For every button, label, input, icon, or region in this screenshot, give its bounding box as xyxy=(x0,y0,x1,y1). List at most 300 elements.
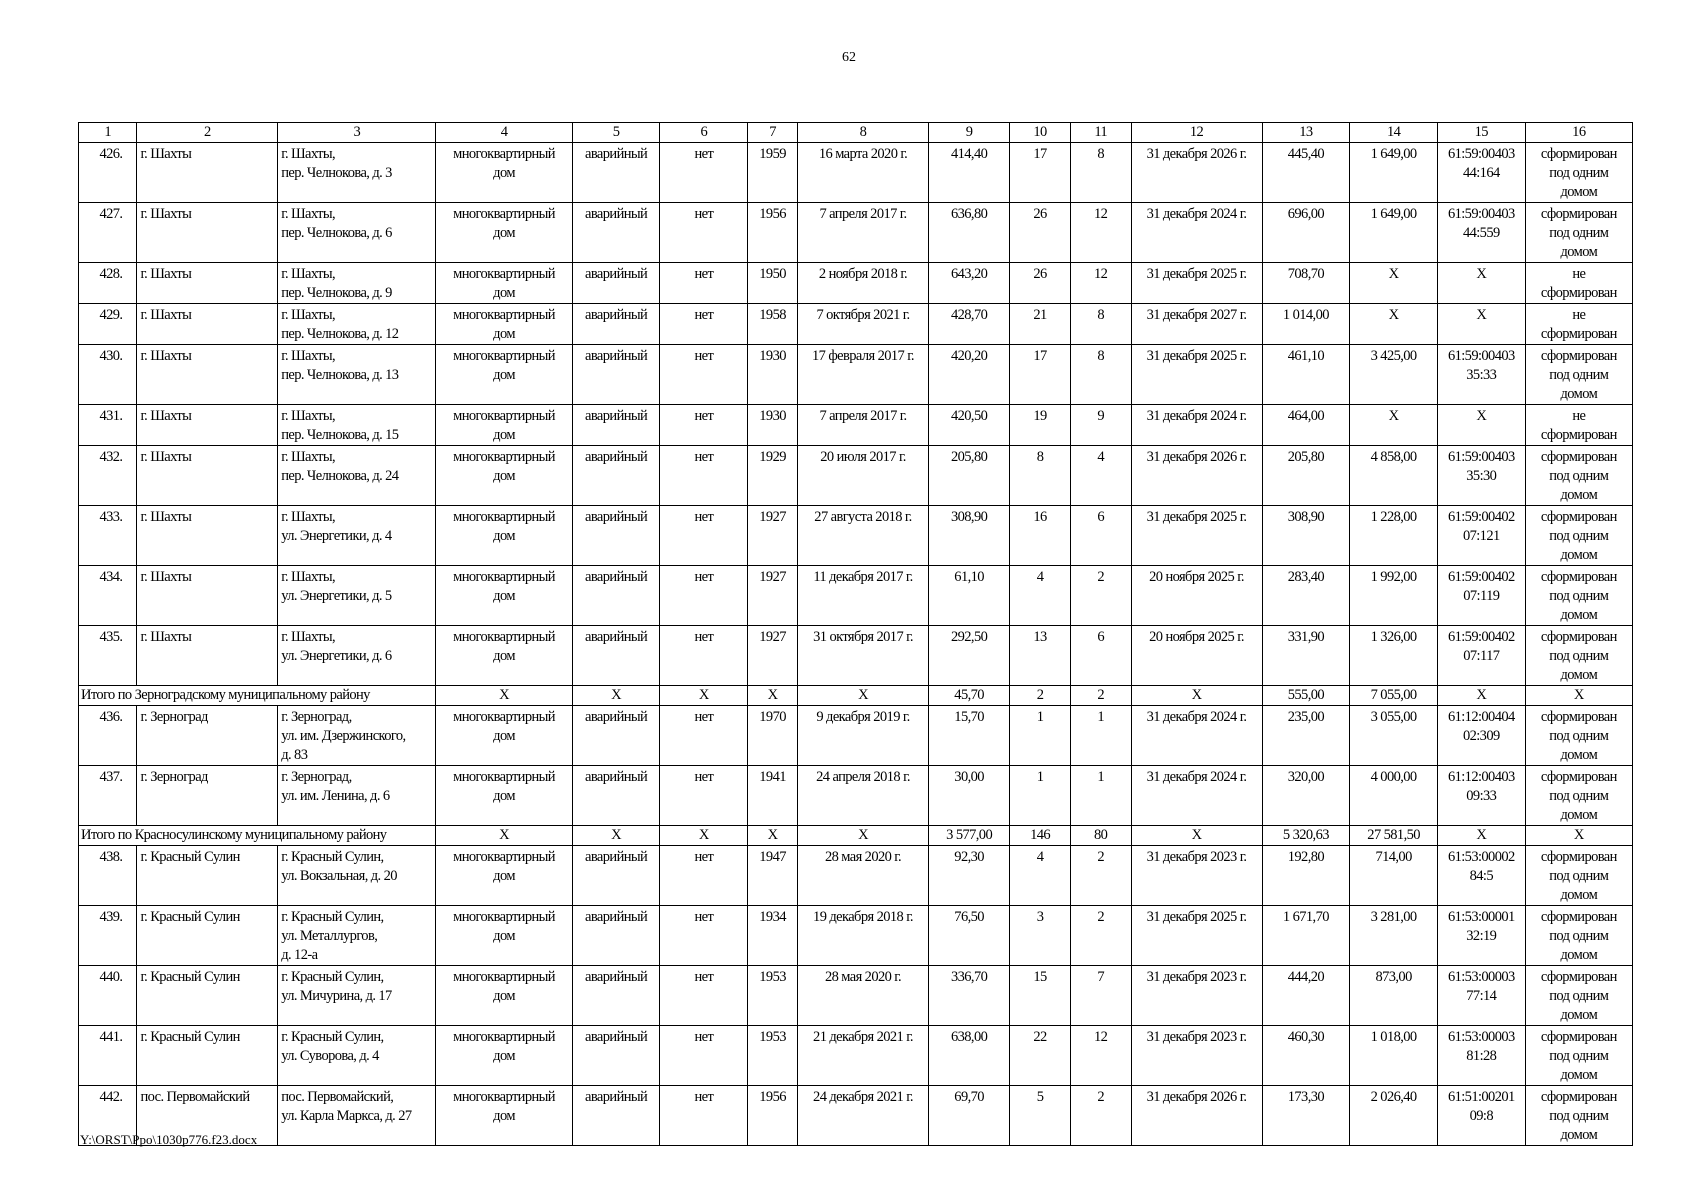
table-cell: 31 декабря 2024 г. xyxy=(1131,766,1262,826)
table-cell: 308,90 xyxy=(1262,506,1350,566)
table-cell: 1 228,00 xyxy=(1350,506,1438,566)
table-cell: сформирован под одним домом xyxy=(1525,706,1632,766)
table-cell: многоквартирный дом xyxy=(436,203,572,263)
table-cell: 1950 xyxy=(748,263,798,304)
table-cell: 1956 xyxy=(748,1086,798,1146)
table-cell: 17 xyxy=(1010,345,1071,405)
table-cell: 4 858,00 xyxy=(1350,446,1438,506)
table-cell: 636,80 xyxy=(929,203,1010,263)
column-number: 15 xyxy=(1437,123,1525,143)
table-cell: многоквартирный дом xyxy=(436,906,572,966)
table-cell: г. Шахты, пер. Челнокова, д. 3 xyxy=(278,143,436,203)
page-number: 62 xyxy=(842,50,856,65)
column-number: 12 xyxy=(1131,123,1262,143)
table-cell: 61:59:00402 07:119 xyxy=(1437,566,1525,626)
table-cell: 173,30 xyxy=(1262,1086,1350,1146)
table-cell: 61,10 xyxy=(929,566,1010,626)
table-cell: 7 апреля 2017 г. xyxy=(797,203,928,263)
table-cell: 432. xyxy=(79,446,137,506)
table-cell: г. Красный Сулин, ул. Мичурина, д. 17 xyxy=(278,966,436,1026)
table-cell: аварийный xyxy=(572,203,660,263)
table-cell: г. Красный Сулин, ул. Металлургов, д. 12-а xyxy=(278,906,436,966)
table-cell: 31 декабря 2025 г. xyxy=(1131,506,1262,566)
table-cell: 420,50 xyxy=(929,405,1010,446)
subtotal-cell: Х xyxy=(797,826,928,846)
header-row xyxy=(79,123,1633,143)
table-cell: аварийный xyxy=(572,846,660,906)
table-row xyxy=(79,1086,1633,1146)
table-cell: 31 декабря 2023 г. xyxy=(1131,966,1262,1026)
subtotal-cell: Х xyxy=(1131,826,1262,846)
table-cell: аварийный xyxy=(572,506,660,566)
subtotal-cell: Х xyxy=(660,686,748,706)
table-cell: г. Шахты, пер. Челнокова, д. 6 xyxy=(278,203,436,263)
subtotal-cell: Х xyxy=(1437,686,1525,706)
table-cell: 69,70 xyxy=(929,1086,1010,1146)
table-cell: 1 xyxy=(1070,706,1131,766)
subtotal-cell: 7 055,00 xyxy=(1350,686,1438,706)
table-row xyxy=(79,143,1633,203)
subtotal-label: Итого по Зерноградскому муниципальному району xyxy=(79,686,436,706)
table-cell: 1 992,00 xyxy=(1350,566,1438,626)
column-number: 4 xyxy=(436,123,572,143)
table-cell: нет xyxy=(660,966,748,1026)
table-body xyxy=(79,123,1633,1146)
table-cell: 441. xyxy=(79,1026,137,1086)
table-cell: нет xyxy=(660,263,748,304)
table-row xyxy=(79,345,1633,405)
table-cell: сформирован под одним домом xyxy=(1525,506,1632,566)
table-cell: сформирован под одним домом xyxy=(1525,766,1632,826)
table-cell: 11 декабря 2017 г. xyxy=(797,566,928,626)
table-cell: многоквартирный дом xyxy=(436,143,572,203)
table-cell: 1958 xyxy=(748,304,798,345)
table-cell: г. Шахты, пер. Челнокова, д. 9 xyxy=(278,263,436,304)
table-row xyxy=(79,566,1633,626)
table-cell: нет xyxy=(660,1086,748,1146)
table-cell: 426. xyxy=(79,143,137,203)
table-cell: нет xyxy=(660,1026,748,1086)
table-cell: 1 014,00 xyxy=(1262,304,1350,345)
table-cell: многоквартирный дом xyxy=(436,626,572,686)
column-number: 5 xyxy=(572,123,660,143)
table-cell: 31 декабря 2026 г. xyxy=(1131,1086,1262,1146)
table-cell: 61:59:00403 35:30 xyxy=(1437,446,1525,506)
table-cell: аварийный xyxy=(572,1026,660,1086)
table-cell: 429. xyxy=(79,304,137,345)
table-cell: 205,80 xyxy=(929,446,1010,506)
table-cell: аварийный xyxy=(572,766,660,826)
table-cell: 21 xyxy=(1010,304,1071,345)
table-cell: г. Шахты xyxy=(137,143,278,203)
table-cell: 20 ноября 2025 г. xyxy=(1131,626,1262,686)
column-number: 2 xyxy=(137,123,278,143)
table-cell: 1929 xyxy=(748,446,798,506)
table-cell: г. Шахты xyxy=(137,203,278,263)
table-cell: многоквартирный дом xyxy=(436,263,572,304)
table-cell: 430. xyxy=(79,345,137,405)
subtotal-cell: 45,70 xyxy=(929,686,1010,706)
table-cell: 61:12:00404 02:309 xyxy=(1437,706,1525,766)
subtotal-cell: 27 581,50 xyxy=(1350,826,1438,846)
table-cell: 1947 xyxy=(748,846,798,906)
table-cell: г. Красный Сулин xyxy=(137,966,278,1026)
file-path-footer: Y:\ORST\Ppo\1030p776.f23.docx xyxy=(80,1132,258,1147)
table-cell: 1934 xyxy=(748,906,798,966)
table-cell: 4 xyxy=(1070,446,1131,506)
table-cell: 31 декабря 2025 г. xyxy=(1131,906,1262,966)
table-cell: 22 xyxy=(1010,1026,1071,1086)
table-cell: г. Зерноград, ул. им. Дзержинского, д. 83 xyxy=(278,706,436,766)
table-cell: Х xyxy=(1437,304,1525,345)
table-cell: 1 018,00 xyxy=(1350,1026,1438,1086)
subtotal-cell: Х xyxy=(1437,826,1525,846)
table-cell: 714,00 xyxy=(1350,846,1438,906)
table-cell: 19 декабря 2018 г. xyxy=(797,906,928,966)
table-cell: г. Красный Сулин, ул. Вокзальная, д. 20 xyxy=(278,846,436,906)
table-cell: пос. Первомайский xyxy=(137,1086,278,1146)
table-cell: г. Красный Сулин xyxy=(137,1026,278,1086)
table-cell: нет xyxy=(660,304,748,345)
table-cell: 7 апреля 2017 г. xyxy=(797,405,928,446)
column-number: 1 xyxy=(79,123,137,143)
table-cell: 61:51:00201 09:8 xyxy=(1437,1086,1525,1146)
table-cell: 2 ноября 2018 г. xyxy=(797,263,928,304)
table-cell: г. Шахты, пер. Челнокова, д. 15 xyxy=(278,405,436,446)
table-cell: 873,00 xyxy=(1350,966,1438,1026)
table-row xyxy=(79,506,1633,566)
table-cell: 2 026,40 xyxy=(1350,1086,1438,1146)
table-cell: 31 декабря 2024 г. xyxy=(1131,706,1262,766)
table-cell: многоквартирный дом xyxy=(436,446,572,506)
table-cell: 31 декабря 2026 г. xyxy=(1131,446,1262,506)
subtotal-cell: Х xyxy=(660,826,748,846)
table-cell: г. Красный Сулин xyxy=(137,906,278,966)
table-cell: нет xyxy=(660,626,748,686)
table-cell: 26 xyxy=(1010,263,1071,304)
table-cell: 440. xyxy=(79,966,137,1026)
table-cell: 8 xyxy=(1070,345,1131,405)
table-cell: 1959 xyxy=(748,143,798,203)
table-cell: 1927 xyxy=(748,566,798,626)
table-cell: многоквартирный дом xyxy=(436,566,572,626)
table-cell: г. Шахты, ул. Энергетики, д. 6 xyxy=(278,626,436,686)
subtotal-cell: 80 xyxy=(1070,826,1131,846)
table-cell: 445,40 xyxy=(1262,143,1350,203)
column-number: 9 xyxy=(929,123,1010,143)
table-cell: г. Шахты xyxy=(137,304,278,345)
housing-table xyxy=(78,122,1633,1146)
table-cell: 638,00 xyxy=(929,1026,1010,1086)
table-cell: многоквартирный дом xyxy=(436,846,572,906)
table-cell: 16 xyxy=(1010,506,1071,566)
table-cell: 708,70 xyxy=(1262,263,1350,304)
table-cell: Х xyxy=(1437,405,1525,446)
table-cell: 27 августа 2018 г. xyxy=(797,506,928,566)
table-row xyxy=(79,766,1633,826)
subtotal-cell: Х xyxy=(1525,686,1632,706)
table-cell: 1 671,70 xyxy=(1262,906,1350,966)
table-cell: 1 326,00 xyxy=(1350,626,1438,686)
table-cell: г. Шахты xyxy=(137,626,278,686)
table-cell: сформирован под одним домом xyxy=(1525,1026,1632,1086)
table-cell: 8 xyxy=(1070,143,1131,203)
table-cell: аварийный xyxy=(572,966,660,1026)
table-cell: аварийный xyxy=(572,626,660,686)
table-cell: 1 xyxy=(1010,706,1071,766)
table-row xyxy=(79,405,1633,446)
table-cell: 2 xyxy=(1070,846,1131,906)
table-cell: аварийный xyxy=(572,906,660,966)
table-cell: 643,20 xyxy=(929,263,1010,304)
table-cell: сформирован под одним домом xyxy=(1525,846,1632,906)
table-cell: аварийный xyxy=(572,143,660,203)
table-cell: многоквартирный дом xyxy=(436,1026,572,1086)
table-cell: 292,50 xyxy=(929,626,1010,686)
table-cell: 61:59:00403 44:164 xyxy=(1437,143,1525,203)
table-cell: г. Зерноград xyxy=(137,706,278,766)
table-cell: 17 xyxy=(1010,143,1071,203)
table-cell: Х xyxy=(1350,405,1438,446)
table-cell: 61:59:00402 07:121 xyxy=(1437,506,1525,566)
table-cell: нет xyxy=(660,846,748,906)
table-row xyxy=(79,906,1633,966)
table-cell: не сформирован xyxy=(1525,263,1632,304)
table-cell: 437. xyxy=(79,766,137,826)
table-cell: 21 декабря 2021 г. xyxy=(797,1026,928,1086)
table-cell: 61:59:00402 07:117 xyxy=(1437,626,1525,686)
table-cell: нет xyxy=(660,446,748,506)
column-number: 14 xyxy=(1350,123,1438,143)
table-cell: 7 октября 2021 г. xyxy=(797,304,928,345)
table-cell: 434. xyxy=(79,566,137,626)
table-cell: г. Шахты, ул. Энергетики, д. 5 xyxy=(278,566,436,626)
table-cell: аварийный xyxy=(572,405,660,446)
table-row xyxy=(79,263,1633,304)
table-cell: 192,80 xyxy=(1262,846,1350,906)
table-cell: не сформирован xyxy=(1525,304,1632,345)
table-cell: нет xyxy=(660,143,748,203)
table-cell: г. Шахты, пер. Челнокова, д. 24 xyxy=(278,446,436,506)
table-row xyxy=(79,203,1633,263)
column-number: 3 xyxy=(278,123,436,143)
table-cell: 2 xyxy=(1070,1086,1131,1146)
table-cell: сформирован под одним домом xyxy=(1525,446,1632,506)
table-cell: 15,70 xyxy=(929,706,1010,766)
subtotal-cell: Х xyxy=(748,826,798,846)
table-cell: 1927 xyxy=(748,626,798,686)
table-cell: 420,20 xyxy=(929,345,1010,405)
table-cell: нет xyxy=(660,203,748,263)
table-cell: 1 xyxy=(1010,766,1071,826)
table-cell: 283,40 xyxy=(1262,566,1350,626)
table-cell: Х xyxy=(1350,263,1438,304)
table-container xyxy=(78,122,1633,1146)
table-cell: сформирован под одним домом xyxy=(1525,143,1632,203)
table-cell: 12 xyxy=(1070,1026,1131,1086)
table-cell: 1970 xyxy=(748,706,798,766)
table-cell: 61:53:00003 81:28 xyxy=(1437,1026,1525,1086)
subtotal-cell: Х xyxy=(797,686,928,706)
table-cell: 31 октября 2017 г. xyxy=(797,626,928,686)
table-cell: 4 xyxy=(1010,566,1071,626)
column-number: 6 xyxy=(660,123,748,143)
table-row xyxy=(79,446,1633,506)
table-cell: сформирован под одним домом xyxy=(1525,906,1632,966)
table-cell: нет xyxy=(660,706,748,766)
table-cell: 3 055,00 xyxy=(1350,706,1438,766)
table-cell: 3 281,00 xyxy=(1350,906,1438,966)
subtotal-cell: Х xyxy=(1525,826,1632,846)
table-cell: 336,70 xyxy=(929,966,1010,1026)
table-cell: Х xyxy=(1437,263,1525,304)
table-cell: г. Шахты xyxy=(137,345,278,405)
table-cell: г. Шахты xyxy=(137,405,278,446)
table-cell: сформирован под одним домом xyxy=(1525,566,1632,626)
subtotal-cell: 3 577,00 xyxy=(929,826,1010,846)
column-number: 7 xyxy=(748,123,798,143)
table-cell: г. Красный Сулин xyxy=(137,846,278,906)
table-cell: сформирован под одним домом xyxy=(1525,1086,1632,1146)
table-cell: 308,90 xyxy=(929,506,1010,566)
table-cell: г. Зерноград, ул. им. Ленина, д. 6 xyxy=(278,766,436,826)
subtotal-cell: 555,00 xyxy=(1262,686,1350,706)
table-cell: нет xyxy=(660,906,748,966)
column-number: 10 xyxy=(1010,123,1071,143)
table-cell: не сформирован xyxy=(1525,405,1632,446)
table-cell: 9 декабря 2019 г. xyxy=(797,706,928,766)
table-cell: 5 xyxy=(1010,1086,1071,1146)
table-row xyxy=(79,304,1633,345)
table-cell: пос. Первомайский, ул. Карла Маркса, д. 27 xyxy=(278,1086,436,1146)
table-cell: 1 xyxy=(1070,766,1131,826)
subtotal-cell: 5 320,63 xyxy=(1262,826,1350,846)
table-cell: многоквартирный дом xyxy=(436,345,572,405)
table-cell: г. Шахты xyxy=(137,263,278,304)
table-cell: многоквартирный дом xyxy=(436,506,572,566)
table-cell: 7 xyxy=(1070,966,1131,1026)
table-cell: 235,00 xyxy=(1262,706,1350,766)
table-cell: многоквартирный дом xyxy=(436,706,572,766)
table-cell: 427. xyxy=(79,203,137,263)
table-cell: 435. xyxy=(79,626,137,686)
table-cell: 444,20 xyxy=(1262,966,1350,1026)
table-cell: г. Шахты, пер. Челнокова, д. 12 xyxy=(278,304,436,345)
table-cell: 31 декабря 2024 г. xyxy=(1131,203,1262,263)
subtotal-cell: Х xyxy=(436,826,572,846)
table-cell: 428. xyxy=(79,263,137,304)
table-cell: 17 февраля 2017 г. xyxy=(797,345,928,405)
subtotal-cell: 2 xyxy=(1070,686,1131,706)
table-row xyxy=(79,1026,1633,1086)
table-cell: 1927 xyxy=(748,506,798,566)
column-number: 11 xyxy=(1070,123,1131,143)
subtotal-cell: Х xyxy=(572,826,660,846)
table-cell: аварийный xyxy=(572,446,660,506)
table-cell: многоквартирный дом xyxy=(436,966,572,1026)
table-cell: г. Шахты xyxy=(137,506,278,566)
column-number: 8 xyxy=(797,123,928,143)
table-cell: 331,90 xyxy=(1262,626,1350,686)
table-cell: 1 649,00 xyxy=(1350,203,1438,263)
table-row xyxy=(79,846,1633,906)
table-row xyxy=(79,626,1633,686)
table-cell: 31 декабря 2026 г. xyxy=(1131,143,1262,203)
table-cell: 92,30 xyxy=(929,846,1010,906)
table-cell: 428,70 xyxy=(929,304,1010,345)
table-cell: Х xyxy=(1350,304,1438,345)
table-cell: 61:53:00002 84:5 xyxy=(1437,846,1525,906)
column-number: 13 xyxy=(1262,123,1350,143)
table-cell: 20 июля 2017 г. xyxy=(797,446,928,506)
table-cell: 1 649,00 xyxy=(1350,143,1438,203)
table-cell: 460,30 xyxy=(1262,1026,1350,1086)
table-cell: 31 декабря 2027 г. xyxy=(1131,304,1262,345)
table-cell: многоквартирный дом xyxy=(436,405,572,446)
table-cell: 28 мая 2020 г. xyxy=(797,846,928,906)
table-cell: 76,50 xyxy=(929,906,1010,966)
table-cell: 24 апреля 2018 г. xyxy=(797,766,928,826)
table-cell: 6 xyxy=(1070,506,1131,566)
table-cell: 61:59:00403 44:559 xyxy=(1437,203,1525,263)
table-cell: 433. xyxy=(79,506,137,566)
table-cell: нет xyxy=(660,345,748,405)
subtotal-label: Итого по Красносулинскому муниципальному району xyxy=(79,826,436,846)
subtotal-row xyxy=(79,826,1633,846)
subtotal-cell: Х xyxy=(748,686,798,706)
table-cell: 31 декабря 2025 г. xyxy=(1131,345,1262,405)
table-cell: многоквартирный дом xyxy=(436,304,572,345)
table-cell: 431. xyxy=(79,405,137,446)
table-cell: г. Красный Сулин, ул. Суворова, д. 4 xyxy=(278,1026,436,1086)
table-cell: 3 425,00 xyxy=(1350,345,1438,405)
table-cell: аварийный xyxy=(572,263,660,304)
subtotal-row xyxy=(79,686,1633,706)
table-cell: 31 декабря 2023 г. xyxy=(1131,1026,1262,1086)
table-cell: 16 марта 2020 г. xyxy=(797,143,928,203)
table-cell: аварийный xyxy=(572,1086,660,1146)
table-cell: 436. xyxy=(79,706,137,766)
table-cell: 1941 xyxy=(748,766,798,826)
table-cell: 4 000,00 xyxy=(1350,766,1438,826)
table-cell: 3 xyxy=(1010,906,1071,966)
table-cell: 8 xyxy=(1070,304,1131,345)
subtotal-cell: 2 xyxy=(1010,686,1071,706)
table-cell: 9 xyxy=(1070,405,1131,446)
table-cell: 61:59:00403 35:33 xyxy=(1437,345,1525,405)
table-cell: 28 мая 2020 г. xyxy=(797,966,928,1026)
table-cell: 438. xyxy=(79,846,137,906)
table-cell: 24 декабря 2021 г. xyxy=(797,1086,928,1146)
table-cell: 439. xyxy=(79,906,137,966)
table-cell: аварийный xyxy=(572,304,660,345)
table-cell: 31 декабря 2024 г. xyxy=(1131,405,1262,446)
table-cell: 20 ноября 2025 г. xyxy=(1131,566,1262,626)
subtotal-cell: Х xyxy=(1131,686,1262,706)
column-number: 16 xyxy=(1525,123,1632,143)
table-cell: г. Зерноград xyxy=(137,766,278,826)
table-cell: 1956 xyxy=(748,203,798,263)
table-cell: 1953 xyxy=(748,966,798,1026)
table-cell: 12 xyxy=(1070,263,1131,304)
table-cell: 31 декабря 2023 г. xyxy=(1131,846,1262,906)
table-cell: 1953 xyxy=(748,1026,798,1086)
table-cell: многоквартирный дом xyxy=(436,766,572,826)
table-cell: 696,00 xyxy=(1262,203,1350,263)
table-cell: сформирован под одним домом xyxy=(1525,345,1632,405)
table-cell: нет xyxy=(660,506,748,566)
table-cell: 30,00 xyxy=(929,766,1010,826)
